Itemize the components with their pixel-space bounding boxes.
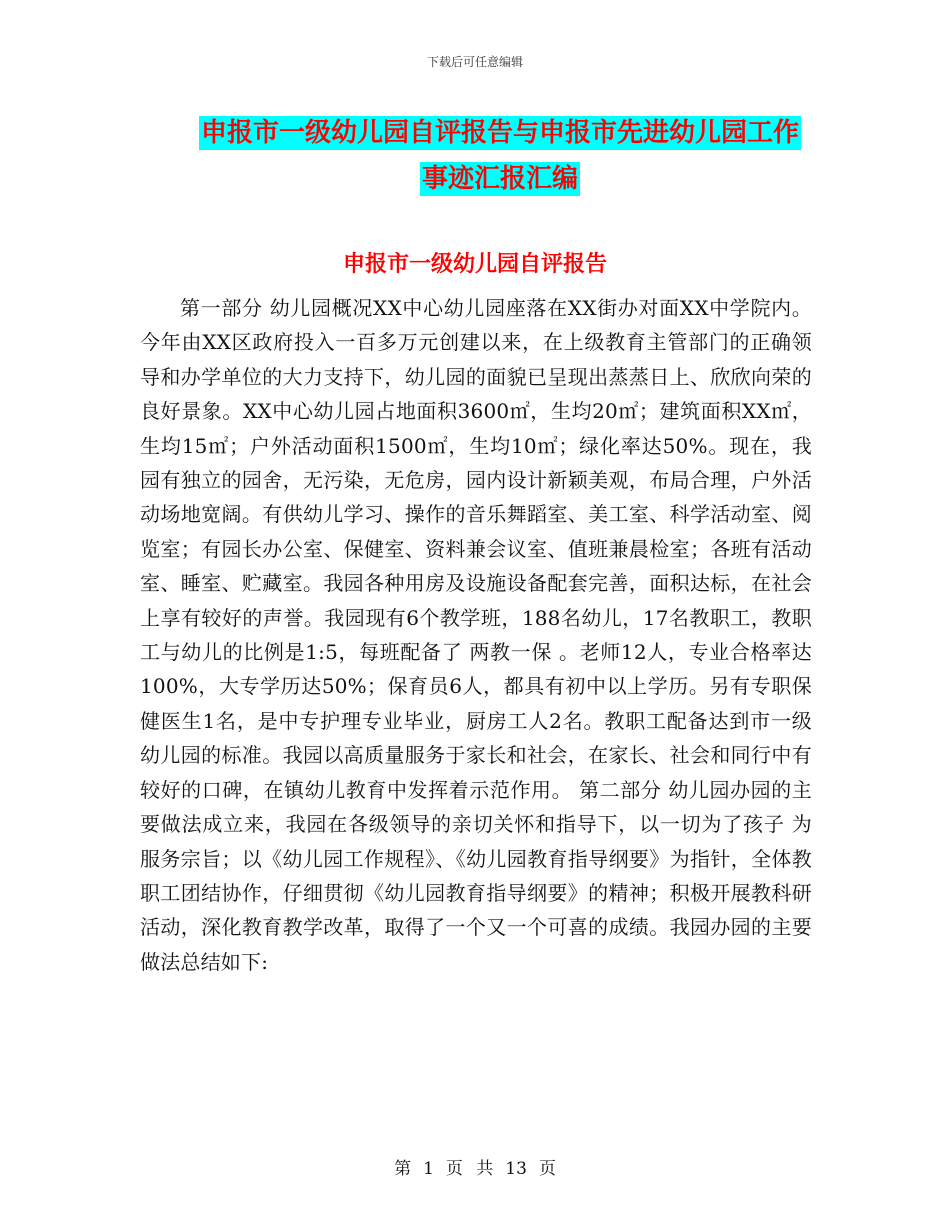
page-current: 1 [423, 1159, 434, 1179]
page-label-mid: 页 共 [445, 1159, 494, 1179]
page-footer [0, 1154, 950, 1179]
document-title [140, 110, 860, 202]
page-total: 13 [505, 1159, 527, 1179]
section-title: 申报市一级幼儿园自评报告 [342, 252, 607, 277]
header-note: 下载后可任意编辑 [426, 55, 523, 69]
document-title-line-1: 申报市一级幼儿园自评报告与申报市先进幼儿园工作 [200, 118, 799, 148]
page-label-prefix: 第 [394, 1159, 412, 1179]
body-paragraph: 第一部分 幼儿园概况XX中心幼儿园座落在XX街办对面XX中学院内。今年由XX区政府投入一百多万元创建以来，在上级教育主管部门的正确领导和办学单位的大力支持下，幼儿园的面貌已呈现出蒸蒸日上、欣欣向荣的良好景象。XX中心幼儿园占地面积3600㎡，生均20㎡；建筑面积XX㎡，生均15㎡；户外活动面积1500㎡，生均10㎡；绿化率达50%。现在，我园有独立的园舍，无污染，无危房，园内设计新颖美观，布局合理，户外活动场地宽阔。有供幼儿学习、操作的音乐舞蹈室、美工室、科学活动室、阅览室；有园长办公室、保健室、资料兼会议室、值班兼晨检室；各班有活动室、睡室、贮藏室。我园各种用房及设施设备配套完善，面积达标，在社会上享有较好的声誉。我园现有6个教学班，188名幼儿，17名教职工，教职工与幼儿的比例是1:5，每班配备了 两教一保 。老师12人，专业合格率达100%，大专学历达50%；保育员6人，都具有初中以上学历。另有专职保健医生1名，是中专护理专业毕业，厨房工人2名。教职工配备达到市一级幼儿园的标准。我园以高质量服务于家长和社会，在家长、社会和同行中有较好的口碑，在镇幼儿教育中发挥着示范作用。 第二部分 幼儿园办园的主要做法成立来，我园在各级领导的亲切关怀和指导下，以一切为了孩子 为服务宗旨；以《幼儿园工作规程》、《幼儿园教育指导纲要》为指针，全体教职工团结协作，仔细贯彻《幼儿园教育指导纲要》的精神；积极开展教科研活动，深化教育教学改革，取得了一个又一个可喜的成绩。我园办园的主要做法总结如下: [140, 296, 812, 974]
page-label-suffix: 页 [538, 1159, 556, 1179]
document-title-line-2: 事迹汇报汇编 [421, 164, 578, 194]
